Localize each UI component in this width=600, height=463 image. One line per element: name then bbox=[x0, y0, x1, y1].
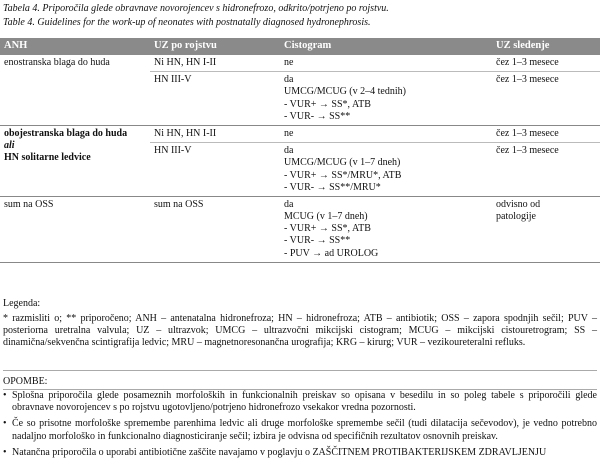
anh-text: HN solitarne ledvice bbox=[4, 152, 91, 164]
follow-up-cell bbox=[492, 196, 600, 262]
note-item: • Natančna priporočila o uporabi antibiotične zaščite navajamo v poglavju o ZAŠČITNEM PROTIBAKTERIJSKEM ZDRAVLJENJU bbox=[3, 447, 597, 459]
follow-up-line: odvisno od bbox=[496, 198, 541, 210]
cistogram-cell bbox=[280, 196, 492, 262]
header-anh: ANH bbox=[0, 38, 150, 55]
follow-up-line: čez 1–3 mesece bbox=[496, 127, 559, 139]
anh-cell bbox=[0, 196, 150, 262]
uz-cell: sum na OSS bbox=[150, 196, 280, 262]
cistogram-line: MCUG (v 1–7 dneh) bbox=[284, 211, 368, 223]
follow-up-cell bbox=[492, 72, 600, 126]
cistogram-line: - VUR- → SS** bbox=[284, 110, 351, 122]
cistogram-cell bbox=[280, 72, 492, 126]
note-item: • Splošna priporočila glede posameznih morfoloških in funkcionalnih preiskav so opisana v besedilu in so poleg tabele s priporočili glede obravnave novorojencev s po rojstvu ugotovljeno/potrjeno hidronefrozo vsekakor vredna pozornosti. bbox=[3, 390, 597, 414]
notes-title: OPOMBE: bbox=[3, 376, 48, 387]
uz-cell: HN III-V bbox=[150, 143, 280, 197]
cistogram-line: - VUR+ → SS*, ATB bbox=[284, 98, 371, 110]
cistogram-line: ne bbox=[284, 127, 294, 139]
table-row bbox=[0, 196, 600, 262]
anh-text: ali bbox=[4, 140, 15, 152]
table-row bbox=[0, 125, 600, 142]
cistogram-line: da bbox=[284, 198, 294, 210]
anh-cell bbox=[0, 55, 150, 125]
follow-up-cell bbox=[492, 55, 600, 72]
cistogram-line: - PUV → ad UROLOG bbox=[284, 247, 379, 259]
uz-cell: Ni HN, HN I-II bbox=[150, 125, 280, 142]
guidelines-table bbox=[0, 38, 600, 263]
uz-cell: Ni HN, HN I-II bbox=[154, 57, 217, 68]
legend-text: * razmisliti o; ** priporočeno; ANH – antenatalna hidronefroza; HN – hidronefroza; ATB – antibiotik; OSS – zapora spodnjih sečil; PUV – posteriorna uretralna valvula; UZ – ultrazvok; UMCG – ultrazvočni mikcijski cistogram; MCUG – mikcijski cistouretrogram; SS – dinamična/sekvenčna scintigrafija ledvic; MRU – magnetnoresonančna urografija; KRG – kirurg; VUR – vezikoureteralni refluks. bbox=[3, 313, 597, 349]
cistogram-line: - VUR+ → SS*, ATB bbox=[284, 223, 371, 235]
cistogram-line: da bbox=[284, 74, 294, 86]
legend-title: Legenda: bbox=[3, 298, 41, 309]
follow-up-cell bbox=[492, 143, 600, 197]
anh-cell bbox=[0, 125, 150, 196]
header-cistogram: Cistogram bbox=[280, 38, 492, 55]
follow-up-line: patologije bbox=[496, 211, 536, 223]
cistogram-cell bbox=[280, 143, 492, 197]
follow-up-cell bbox=[492, 125, 600, 142]
note-item: • Če so prisotne morfološke spremembe parenhima ledvic ali druge morfološke spremembe sečil (tudi dilatacija sečevodov), je vedno potrebno nadaljno morfološko in funkcionalno diagnosticiranje sečil; izbira je odvisna od specifičnih rezultatov osnovnih preiskav. bbox=[3, 418, 597, 442]
cistogram-cell bbox=[280, 55, 492, 72]
uz-cell: HN III-V bbox=[150, 72, 280, 126]
follow-up-line: čez 1–3 mesece bbox=[496, 57, 559, 68]
cistogram-line: UMCG/MCUG (v 1–7 dneh) bbox=[284, 157, 401, 169]
anh-text: obojestranska blaga do huda bbox=[4, 127, 128, 139]
follow-up-line: čez 1–3 mesece bbox=[496, 145, 559, 157]
notes-list bbox=[3, 390, 597, 463]
notes-divider bbox=[3, 370, 597, 371]
header-uz-sledenje: UZ sledenje bbox=[492, 38, 600, 55]
follow-up-line: čez 1–3 mesece bbox=[496, 74, 559, 86]
header-uz-po-rojstvu: UZ po rojstvu bbox=[150, 38, 280, 55]
table-row bbox=[0, 55, 600, 72]
table-bottom-rule bbox=[0, 262, 600, 263]
table-header-row bbox=[0, 38, 600, 55]
cistogram-line: ne bbox=[284, 57, 294, 68]
anh-text: enostranska blaga do huda bbox=[4, 57, 110, 68]
cistogram-line: da bbox=[284, 145, 294, 157]
cistogram-line: - VUR- → SS** bbox=[284, 235, 351, 247]
anh-text: sum na OSS bbox=[4, 198, 54, 210]
table-caption-english: Table 4. Guidelines for the work-up of neonates with postnatally diagnosed hydronephrosis. bbox=[3, 17, 371, 28]
cistogram-cell bbox=[280, 125, 492, 142]
cistogram-line: - VUR- → SS**/MRU* bbox=[284, 181, 381, 193]
cistogram-line: UMCG/MCUG (v 2–4 tednih) bbox=[284, 86, 406, 98]
table-caption-slovenian: Tabela 4. Priporočila glede obravnave novorojencev s hidronefrozo, odkrito/potrjeno po rojstvu. bbox=[3, 3, 389, 14]
cistogram-line: - VUR+ → SS*/MRU*, ATB bbox=[284, 169, 402, 181]
